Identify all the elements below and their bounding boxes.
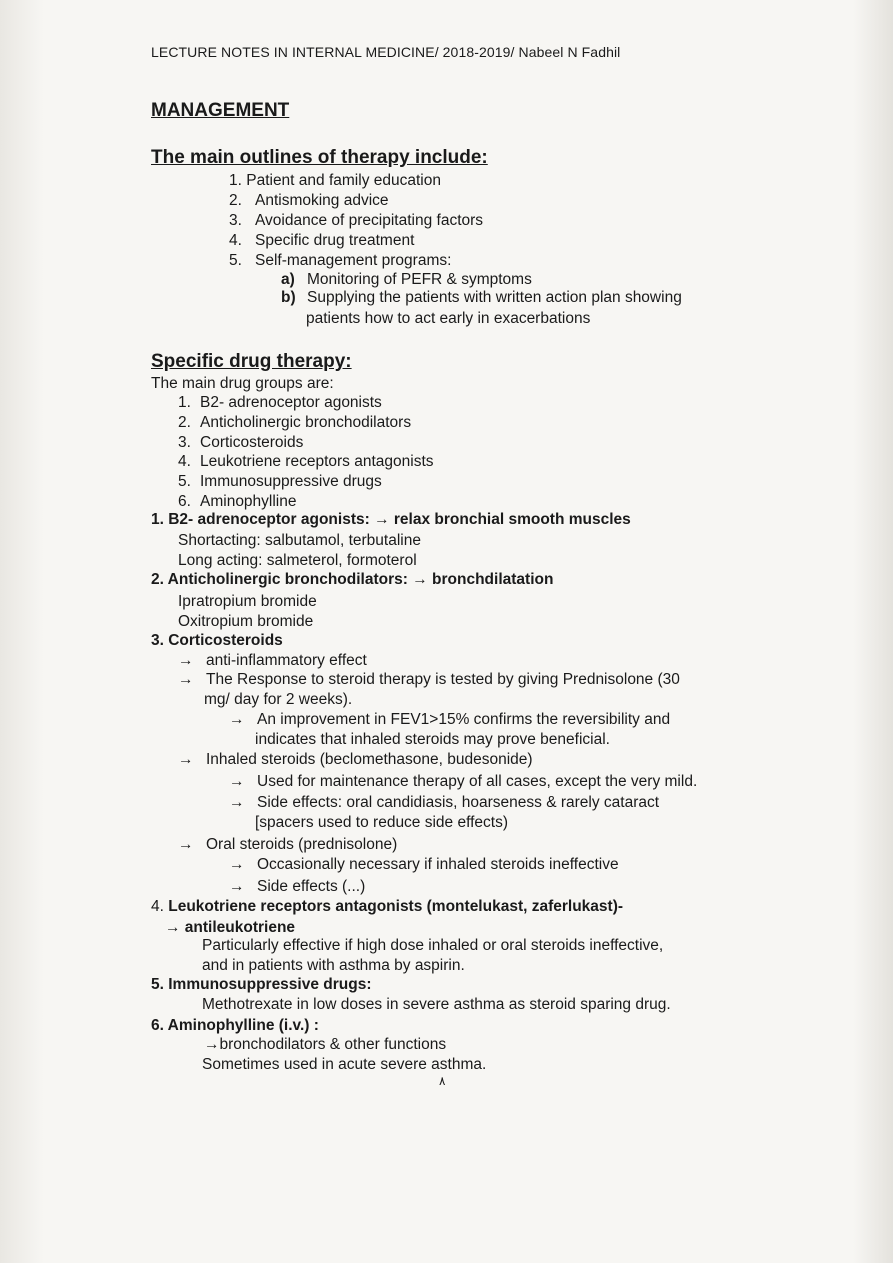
- aminophylline-desc-2: Sometimes used in acute severe asthma.: [202, 1056, 487, 1073]
- cs-response-test: → The Response to steroid therapy is tested by giving Prednisolone (30: [178, 671, 680, 688]
- cs-anti-inflammatory: → anti-inflammatory effect: [178, 652, 367, 669]
- outlines-heading: The main outlines of therapy include:: [151, 147, 488, 168]
- arrow-icon: →: [229, 773, 245, 790]
- scan-edge-right: [853, 0, 893, 1263]
- outline-item-2: 2. Antismoking advice: [229, 192, 389, 209]
- b2-longacting: Long acting: salmeterol, formoterol: [178, 552, 417, 569]
- immunosuppressive-desc: Methotrexate in low doses in severe asthma as steroid sparing drug.: [202, 996, 671, 1013]
- page-number: ٨: [439, 1074, 446, 1088]
- outline-item-3: 3. Avoidance of precipitating factors: [229, 212, 484, 229]
- arrow-icon: →: [178, 652, 194, 669]
- drug-group-1: 1. B2- adrenoceptor agonists: [178, 394, 382, 411]
- cs-fev1: → An improvement in FEV1>15% confirms the reversibility and: [229, 711, 671, 728]
- aminophylline-title: 6. Aminophylline (i.v.) :: [151, 1017, 319, 1034]
- cs-inhaled: → Inhaled steroids (beclomethasone, budesonide): [178, 751, 533, 768]
- outline-item-4: 4. Specific drug treatment: [229, 232, 415, 249]
- outline-subitem-b: b) Supplying the patients with written action plan showing: [281, 289, 682, 306]
- corticosteroids-title: 3. Corticosteroids: [151, 632, 283, 649]
- drug-heading: Specific drug therapy:: [151, 351, 352, 372]
- section-title: MANAGEMENT: [151, 100, 290, 121]
- arrow-icon: →: [229, 794, 245, 811]
- cs-fev1-cont: indicates that inhaled steroids may prove beneficial.: [255, 731, 610, 748]
- ipratropium: Ipratropium bromide: [178, 593, 317, 610]
- outline-subitem-a: a) Monitoring of PEFR & symptoms: [281, 271, 532, 288]
- outline-subitem-b-cont: patients how to act early in exacerbations: [306, 310, 591, 327]
- cs-oral-occasional: → Occasionally necessary if inhaled steroids ineffective: [229, 856, 619, 873]
- outline-item-5: 5. Self-management programs:: [229, 252, 452, 269]
- drug-group-2: 2. Anticholinergic bronchodilators: [178, 414, 412, 431]
- arrow-icon: →: [178, 751, 194, 768]
- drug-group-4: 4. Leukotriene receptors antagonists: [178, 453, 434, 470]
- cs-inhaled-spacers: [spacers used to reduce side effects): [255, 814, 509, 831]
- arrow-icon: →: [229, 878, 245, 895]
- cs-inhaled-maintenance: → Used for maintenance therapy of all cases, except the very mild.: [229, 773, 698, 790]
- leukotriene-title: 4. Leukotriene receptors antagonists (montelukast, zaferlukast)-: [151, 898, 624, 915]
- drug-group-3: 3. Corticosteroids: [178, 434, 304, 451]
- leukotriene-desc-1: Particularly effective if high dose inhaled or oral steroids ineffective,: [202, 937, 664, 954]
- arrow-icon: →: [178, 671, 194, 688]
- anticholinergic-title: 2. Anticholinergic bronchodilators: → bronchdilatation: [151, 571, 554, 588]
- cs-oral-side-effects: → Side effects (...): [229, 878, 366, 895]
- immunosuppressive-title: 5. Immunosuppressive drugs:: [151, 976, 372, 993]
- aminophylline-desc-1: →bronchodilators & other functions: [204, 1036, 447, 1053]
- cs-response-test-cont: mg/ day for 2 weeks).: [204, 691, 353, 708]
- outline-item-1: 1. Patient and family education: [229, 172, 441, 189]
- leukotriene-title-cont: → antileukotriene: [165, 919, 296, 936]
- b2-shortacting: Shortacting: salbutamol, terbutaline: [178, 532, 421, 549]
- leukotriene-desc-2: and in patients with asthma by aspirin.: [202, 957, 465, 974]
- arrow-icon: →: [229, 711, 245, 728]
- b2-agonists-title: 1. B2- adrenoceptor agonists: → relax bronchial smooth muscles: [151, 511, 631, 528]
- drug-group-5: 5. Immunosuppressive drugs: [178, 473, 382, 490]
- arrow-icon: →: [178, 836, 194, 853]
- arrow-icon: →: [229, 856, 245, 873]
- drug-intro: The main drug groups are:: [151, 375, 334, 392]
- scan-edge-left: [0, 0, 44, 1263]
- oxitropium: Oxitropium bromide: [178, 613, 314, 630]
- cs-oral: → Oral steroids (prednisolone): [178, 836, 398, 853]
- drug-group-6: 6. Aminophylline: [178, 493, 297, 510]
- cs-inhaled-side-effects: → Side effects: oral candidiasis, hoarseness & rarely cataract: [229, 794, 660, 811]
- running-header: LECTURE NOTES IN INTERNAL MEDICINE/ 2018-2019/ Nabeel N Fadhil: [151, 44, 621, 60]
